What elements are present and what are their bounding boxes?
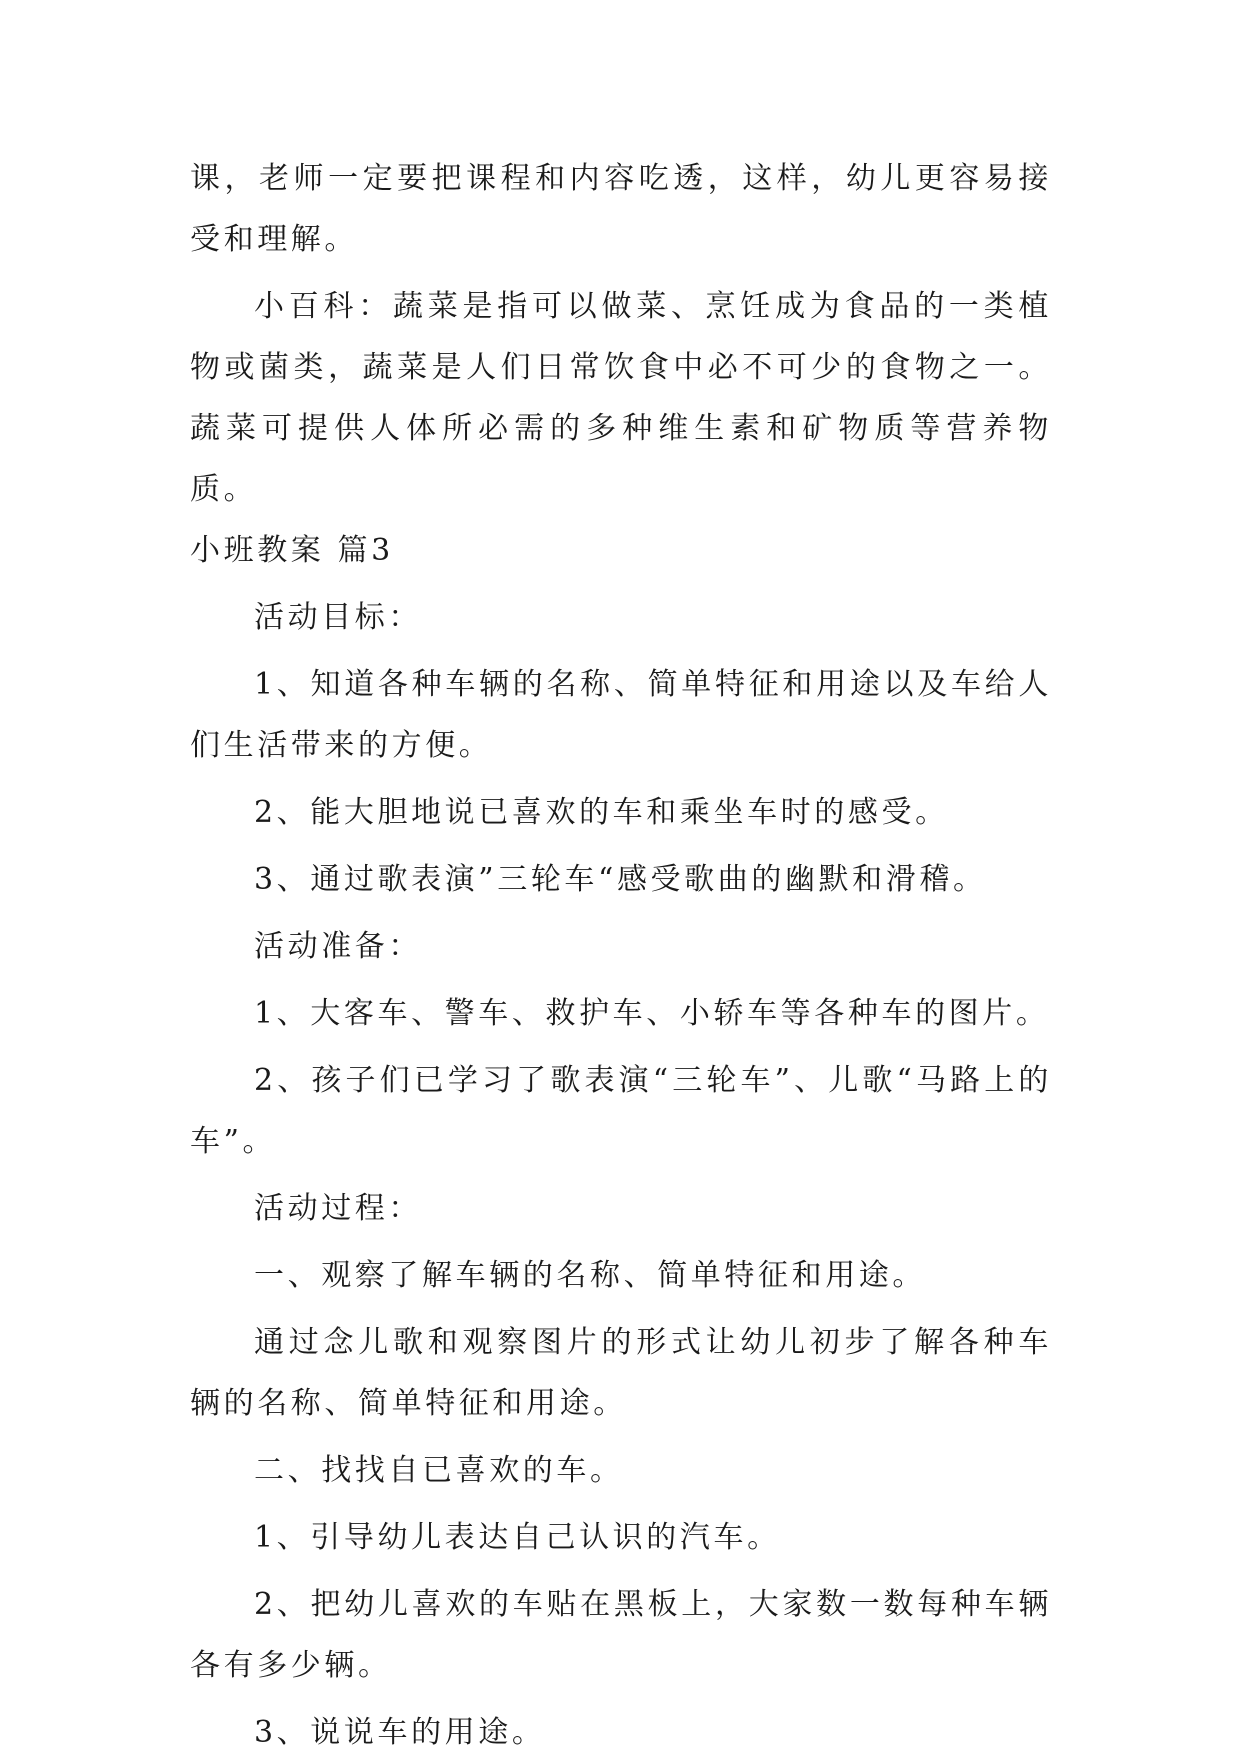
paragraph: 课，老师一定要把课程和内容吃透，这样，幼儿更容易接受和理解。 bbox=[190, 161, 1052, 257]
paragraph: 1、知道各种车辆的名称、简单特征和用途以及车给人们生活带来的方便。 bbox=[190, 667, 1052, 763]
paragraph: 一、观察了解车辆的名称、简单特征和用途。 bbox=[254, 1258, 926, 1293]
paragraph: 活动准备： bbox=[254, 929, 422, 964]
paragraph: 2、把幼儿喜欢的车贴在黑板上，大家数一数每种车辆各有多少辆。 bbox=[190, 1587, 1052, 1683]
paragraph: 2、能大胆地说已喜欢的车和乘坐车时的感受。 bbox=[254, 795, 949, 830]
paragraph: 活动目标： bbox=[254, 600, 422, 635]
paragraph: 1、大客车、警车、救护车、小轿车等各种车的图片。 bbox=[254, 996, 1050, 1031]
section-heading: 小班教案 篇3 bbox=[190, 533, 394, 568]
paragraph: 2、孩子们已学习了歌表演“三轮车”、儿歌“马路上的车”。 bbox=[190, 1063, 1052, 1159]
document-body bbox=[190, 148, 1052, 1763]
paragraph: 二、找找自已喜欢的车。 bbox=[254, 1453, 624, 1488]
paragraph: 通过念儿歌和观察图片的形式让幼儿初步了解各种车辆的名称、简单特征和用途。 bbox=[190, 1325, 1052, 1421]
paragraph: 小百科：蔬菜是指可以做菜、烹饪成为食品的一类植物或菌类，蔬菜是人们日常饮食中必不可少的食物之一。蔬菜可提供人体所必需的多种维生素和矿物质等营养物质。 bbox=[190, 289, 1052, 507]
paragraph: 1、引导幼儿表达自己认识的汽车。 bbox=[254, 1520, 781, 1555]
paragraph: 3、说说车的用途。 bbox=[254, 1715, 546, 1750]
paragraph: 活动过程： bbox=[254, 1191, 422, 1226]
paragraph: 3、通过歌表演”三轮车“感受歌曲的幽默和滑稽。 bbox=[254, 862, 987, 897]
